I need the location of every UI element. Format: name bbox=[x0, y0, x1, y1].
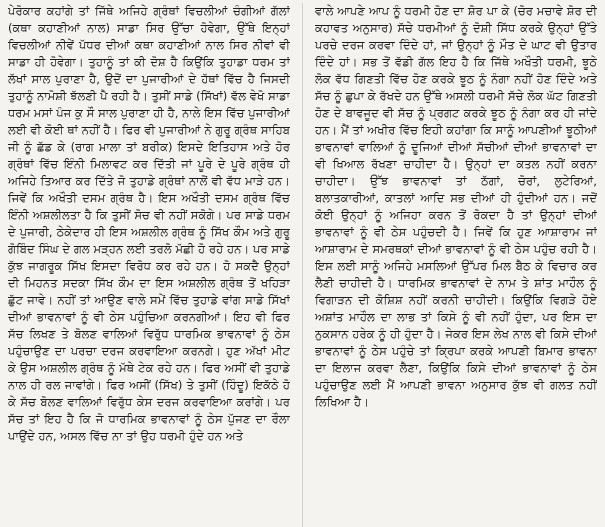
left-column bbox=[8, 3, 290, 527]
right-column bbox=[315, 3, 597, 527]
left-column-text: ਪੇਰੋਕਾਰ ਕਹਾਂਗੇ ਤਾਂ ਜਿੱਥੇ ਅਜਿਹੇ ਗ੍ਰੰਥਾਂ ਵਿਚਲੀਆਂ ਚੰਗੀਆਂ ਗੱਲਾਂ (ਕਥਾ ਕਹਾਣੀਆਂ ਨਾਲ) ਸਾਡਾ ਸਿਰ ਉੱਚਾ ਹੋਵੇਗਾ, ਉੱਥੇ ਇਨ੍ਹਾਂ ਵਿਚਲੀਆਂ ਨੀਵੇਂ ਪੱਧਰ ਦੀਆਂ ਕਥਾ ਕਹਾਣੀਆਂ ਨਾਲ ਸਿਰ ਨੀਵਾਂ ਵੀ ਸਾਡਾ ਹੀ ਹੋਵੇਗਾ। ਤੁਹਾਨੂੰ ਤਾਂ ਕੀ ਦੋਸ਼ ਹੈ ਕਿਉਂਕਿ ਤੁਹਾਡਾ ਧਰਮ ਤਾਂ ਲੱਖਾਂ ਸਾਲ ਪੁਰਾਣਾ ਹੈ, ਉਦੋਂ ਦਾ ਪੁਜਾਰੀਆਂ ਦੇ ਹੱਥਾਂ ਵਿੱਚ ਹੈ ਜਿਸਦੀ ਤੁਹਾਨੂੰ ਨਾਮੋਸ਼ੀ ਝੱਲਣੀ ਪੈ ਰਹੀ ਹੈ। ਤੁਸੀਂ ਸਾਡੇ (ਸਿੱਖਾਂ) ਵੱਲ ਵੇਖੋ ਸਾਡਾ ਧਰਮ ਮਸਾਂ ਪੰਜ ਕੁ ਸੌ ਸਾਲ ਪੁਰਾਣਾ ਹੀ ਹੈ, ਨਾਲੇ ਇਸ ਵਿੱਚ ਪੁਜਾਰੀਆਂ ਲਈ ਵੀ ਕੋਈ ਥਾਂ ਨਹੀਂ ਹੈ। ਫਿਰ ਵੀ ਪੁਜਾਰੀਆਂ ਨੇ ਗੁਰੂ ਗ੍ਰੰਥ ਸਾਹਿਬ ਜੀ ਨੂੰ ਛੱਡ ਕੇ (ਰਾਗ ਮਾਲਾ ਤਾਂ ਬਰੀਕ) ਇਸਦੇ ਇਤਿਹਾਸ ਅਤੇ ਹੋਰ ਗ੍ਰੰਥਾਂ ਵਿੱਚ ਇੰਨੀ ਮਿਲਾਵਟ ਕਰ ਦਿੱਤੀ ਜਾਂ ਪੂਰੇ ਦੇ ਪੂਰੇ ਗ੍ਰੰਥ ਹੀ ਅਜਿਹੇ ਤਿਆਰ ਕਰ ਦਿੱਤੇ ਜੋ ਤੁਹਾਡੇ ਗ੍ਰੰਥਾਂ ਨਾਲੋਂ ਵੀ ਵੱਧ ਮਾੜੇ ਹਨ। ਜਿਵੇਂ ਕਿ ਅਖੌਤੀ ਦਸਮ ਗ੍ਰੰਥ ਹੈ। ਇਸ ਅਖੌਤੀ ਦਸਮ ਗ੍ਰੰਥ ਵਿੱਚ ਇੰਨੀ ਅਸ਼ਲੀਲਤਾ ਹੈ ਕਿ ਤੁਸੀਂ ਸੋਚ ਵੀ ਨਹੀਂ ਸਕੋਗੇ। ਪਰ ਸਾਡੇ ਧਰਮ ਦੇ ਪੁਜਾਰੀ, ਠੇਕੇਦਾਰ ਹੀ ਇਸ ਅਸ਼ਲੀਲ ਗ੍ਰੰਥ ਨੂੰ ਸਿੱਖ ਕੌਮ ਅਤੇ ਗੁਰੂ ਗੋਬਿੰਦ ਸਿੰਘ ਦੇ ਗਲ ਮੜ੍ਹਨ ਲਈ ਤਰਲੋ ਮੱਛੀ ਹੋ ਰਹੇ ਹਨ। ਪਰ ਸਾਡੇ ਕੁੱਝ ਜਾਗਰੂਕ ਸਿੱਖ ਇਸਦਾ ਵਿਰੋਧ ਕਰ ਰਹੇ ਹਨ। ਹੋ ਸਕਦੈ ਉਨ੍ਹਾਂ ਦੀ ਮਿਹਨਤ ਸਦਕਾ ਸਿੱਖ ਕੌਮ ਦਾ ਇਸ ਅਸ਼ਲੀਲ ਗ੍ਰੰਥ ਤੋਂ ਖਹਿੜਾ ਛੁੱਟ ਜਾਵੇ। ਨਹੀਂ ਤਾਂ ਆਉਣ ਵਾਲੇ ਸਮੇਂ ਵਿੱਚ ਤੁਹਾਡੇ ਵਾਂਗ ਸਾਡੇ ਸਿੱਖਾਂ ਦੀਆਂ ਭਾਵਨਾਵਾਂ ਨੂੰ ਵੀ ਠੇਸ ਪਹੁੰਚਿਆ ਕਰਨਗੀਆਂ। ਇਹ ਵੀ ਫਿਰ ਸੱਚ ਲਿਖਣ ਤੇ ਬੋਲਣ ਵਾਲਿਆਂ ਵਿਰੁੱਧ ਧਾਰਮਿਕ ਭਾਵਨਾਵਾਂ ਨੂੰ ਠੇਸ ਪਹੁੰਚਾਉਣ ਦਾ ਪਰਚਾ ਦਰਜ ਕਰਵਾਇਆ ਕਰਨਗੇ। ਹੁਣ ਅੱਖਾਂ ਮੀਟ ਕੇ ਉਸ ਅਸ਼ਲੀਲ ਗ੍ਰੰਥ ਨੂੰ ਮੱਥੇ ਟੇਕ ਰਹੇ ਹਨ। ਫਿਰ ਅਸੀਂ ਵੀ ਤੁਹਾਡੇ ਨਾਲ ਹੀ ਰਲ ਜਾਵਾਂਗੇ। ਫਿਰ ਅਸੀਂ (ਸਿੱਖ) ਤੇ ਤੁਸੀਂ (ਹਿੰਦੂ) ਇਕੱਠੇ ਹੋ ਕੇ ਸੱਚ ਬੋਲਣ ਵਾਲਿਆਂ ਵਿਰੁੱਧ ਕੇਸ ਦਰਜ ਕਰਵਾਇਆ ਕਰਾਂਗੇ। ਪਰ ਸੱਚ ਤਾਂ ਇਹ ਹੈ ਕਿ ਜੋ ਧਾਰਮਿਕ ਭਾਵਨਾਵਾਂ ਨੂੰ ਠੇਸ ਪੁੱਜਣ ਦਾ ਰੌਲਾ ਪਾਉਂਦੇ ਹਨ, ਅਸਲ ਵਿੱਚ ਨਾ ਤਾਂ ਉਹ ਧਰਮੀ ਹੁੰਦੇ ਹਨ ਅਤੇ bbox=[8, 4, 290, 443]
right-column-text: ਵਾਲੇ ਆਪਣੇ ਆਪ ਨੂੰ ਧਰਮੀ ਹੋਣ ਦਾ ਸ਼ੋਰ ਪਾ ਕੇ (ਚੋਰ ਮਚਾਵੇ ਸ਼ੋਰ ਦੀ ਕਹਾਵਤ ਅਨੁਸਾਰ) ਸੱਚੇ ਧਰਮੀਆਂ ਨੂੰ ਦੋਸ਼ੀ ਸਿੱਧ ਕਰਕੇ ਉਨ੍ਹਾਂ ਉੱਤੇ ਪਰਚੇ ਦਰਜ ਕਰਵਾ ਦਿੰਦੇ ਹਾਂ, ਜਾਂ ਉਨ੍ਹਾਂ ਨੂੰ ਮੌਤ ਦੇ ਘਾਟ ਵੀ ਉਤਾਰ ਦਿੰਦੇ ਹਾਂ। ਸਭ ਤੋਂ ਵੱਡੀ ਗੱਲ ਇਹ ਹੈ ਕਿ ਜਿੱਥੇ ਅਖੌਤੀ ਧਰਮੀ, ਝੂਠੇ ਲੋਕ ਵੱਧ ਗਿਣਤੀ ਵਿੱਚ ਹੋਣ ਕਰਕੇ ਝੂਠ ਨੂੰ ਨੰਗਾ ਨਹੀਂ ਹੋਣ ਦਿੰਦੇ ਅਤੇ ਸੱਚ ਨੂੰ ਛੁਪਾ ਕੇ ਰੱਖਦੇ ਹਨ ਉੱਥੇ ਅਸਲੀ ਧਰਮੀ ਸੱਚੇ ਲੋਕ ਘੱਟ ਗਿਣਤੀ ਹੋਣ ਦੇ ਬਾਵਜੂਦ ਵੀ ਸੱਚ ਨੂੰ ਪ੍ਰਗਟ ਕਰਕੇ ਝੂਠ ਨੂੰ ਨੰਗਾ ਕਰ ਹੀ ਜਾਂਦੇ ਹਨ। ਮੈਂ ਤਾਂ ਅਖੀਰ ਵਿੱਚ ਇਹੀ ਕਹਾਂਗਾ ਕਿ ਸਾਨੂੰ ਆਪਣੀਆਂ ਝੂਠੀਆਂ ਭਾਵਨਾਵਾਂ ਵਾਲਿਆਂ ਨੂੰ ਦੂਜਿਆਂ ਦੀਆਂ ਸੱਚੀਆਂ ਦੀਆਂ ਭਾਵਨਾਵਾਂ ਦਾ ਵੀ ਖਿਆਲ ਰੱਖਣਾ ਚਾਹੀਦਾ ਹੈ। ਉਨ੍ਹਾਂ ਦਾ ਕਤਲ ਨਹੀਂ ਕਰਨਾ ਚਾਹੀਦਾ। ਉੱਝ ਭਾਵਨਾਵਾਂ ਤਾਂ ਠੱਗਾਂ, ਚੋਰਾਂ, ਲੁਟੇਰਿਆਂ, ਬਲਾਤਕਾਰੀਆਂ, ਕਾਤਲਾਂ ਆਦਿ ਸਭ ਦੀਆਂ ਹੀ ਹੁੰਦੀਆਂ ਹਨ। ਜਦੋਂ ਕੋਈ ਉਨ੍ਹਾਂ ਨੂੰ ਅਜਿਹਾ ਕਰਨ ਤੋਂ ਰੋਕਦਾ ਹੈ ਤਾਂ ਉਨ੍ਹਾਂ ਦੀਆਂ ਭਾਵਨਾਵਾਂ ਨੂੰ ਵੀ ਠੇਸ ਪਹੁੰਚਦੀ ਹੈ। ਜਿਵੇਂ ਕਿ ਹੁਣ ਆਸ਼ਾਰਾਮ ਜਾਂ ਆਸ਼ਾਰਾਮ ਦੇ ਸਮਰਥਕਾਂ ਦੀਆਂ ਭਾਵਨਾਵਾਂ ਨੂੰ ਵੀ ਠੇਸ ਪਹੁੰਚ ਰਹੀ ਹੈ। ਇਸ ਲਈ ਸਾਨੂੰ ਅਜਿਹੇ ਮਸਲਿਆਂ ਉੱਪਰ ਮਿਲ ਬੈਠ ਕੇ ਵਿਚਾਰ ਕਰ ਲੈਣੀ ਚਾਹੀਦੀ ਹੈ। ਧਾਰਮਿਕ ਭਾਵਨਾਵਾਂ ਦੇ ਨਾਮ ਤੇ ਸ਼ਾਂਤ ਮਾਹੌਲ ਨੂੰ ਵਿਗਾੜਨ ਦੀ ਕੋਸ਼ਿਸ਼ ਨਹੀਂ ਕਰਨੀ ਚਾਹੀਦੀ। ਕਿਉਂਕਿ ਵਿਗੜੇ ਹੋਏ ਅਸ਼ਾਂਤ ਮਾਹੌਲ ਦਾ ਲਾਭ ਤਾਂ ਕਿਸੇ ਨੂੰ ਵੀ ਨਹੀਂ ਹੁੰਦਾ, ਪਰ ਇਸ ਦਾ ਨੁਕਸਾਨ ਹਰੇਕ ਨੂੰ ਹੀ ਹੁੰਦਾ ਹੈ। ਜੇਕਰ ਇਸ ਲੇਖ ਨਾਲ ਵੀ ਕਿਸੇ ਦੀਆਂ ਭਾਵਨਾਵਾਂ ਨੂੰ ਠੇਸ ਪਹੁੰਚੇ ਤਾਂ ਕ੍ਰਿਪਾ ਕਰਕੇ ਆਪਣੀ ਬਿਮਾਰ ਭਾਵਨਾ ਦਾ ਇਲਾਜ ਕਰਵਾ ਲੈਣਾ, ਕਿਉਂਕਿ ਕਿਸੇ ਦੀਆਂ ਭਾਵਨਾਵਾਂ ਨੂੰ ਠੇਸ ਪਹੁੰਚਾਉਣ ਲਈ ਮੈਂ ਆਪਣੀ ਭਾਵਨਾ ਅਨੁਸਾਰ ਕੁੱਝ ਵੀ ਗਲਤ ਨਹੀਂ ਲਿਖਿਆ ਹੈ। bbox=[315, 4, 597, 409]
column-divider bbox=[302, 3, 303, 527]
article-columns bbox=[8, 3, 597, 527]
